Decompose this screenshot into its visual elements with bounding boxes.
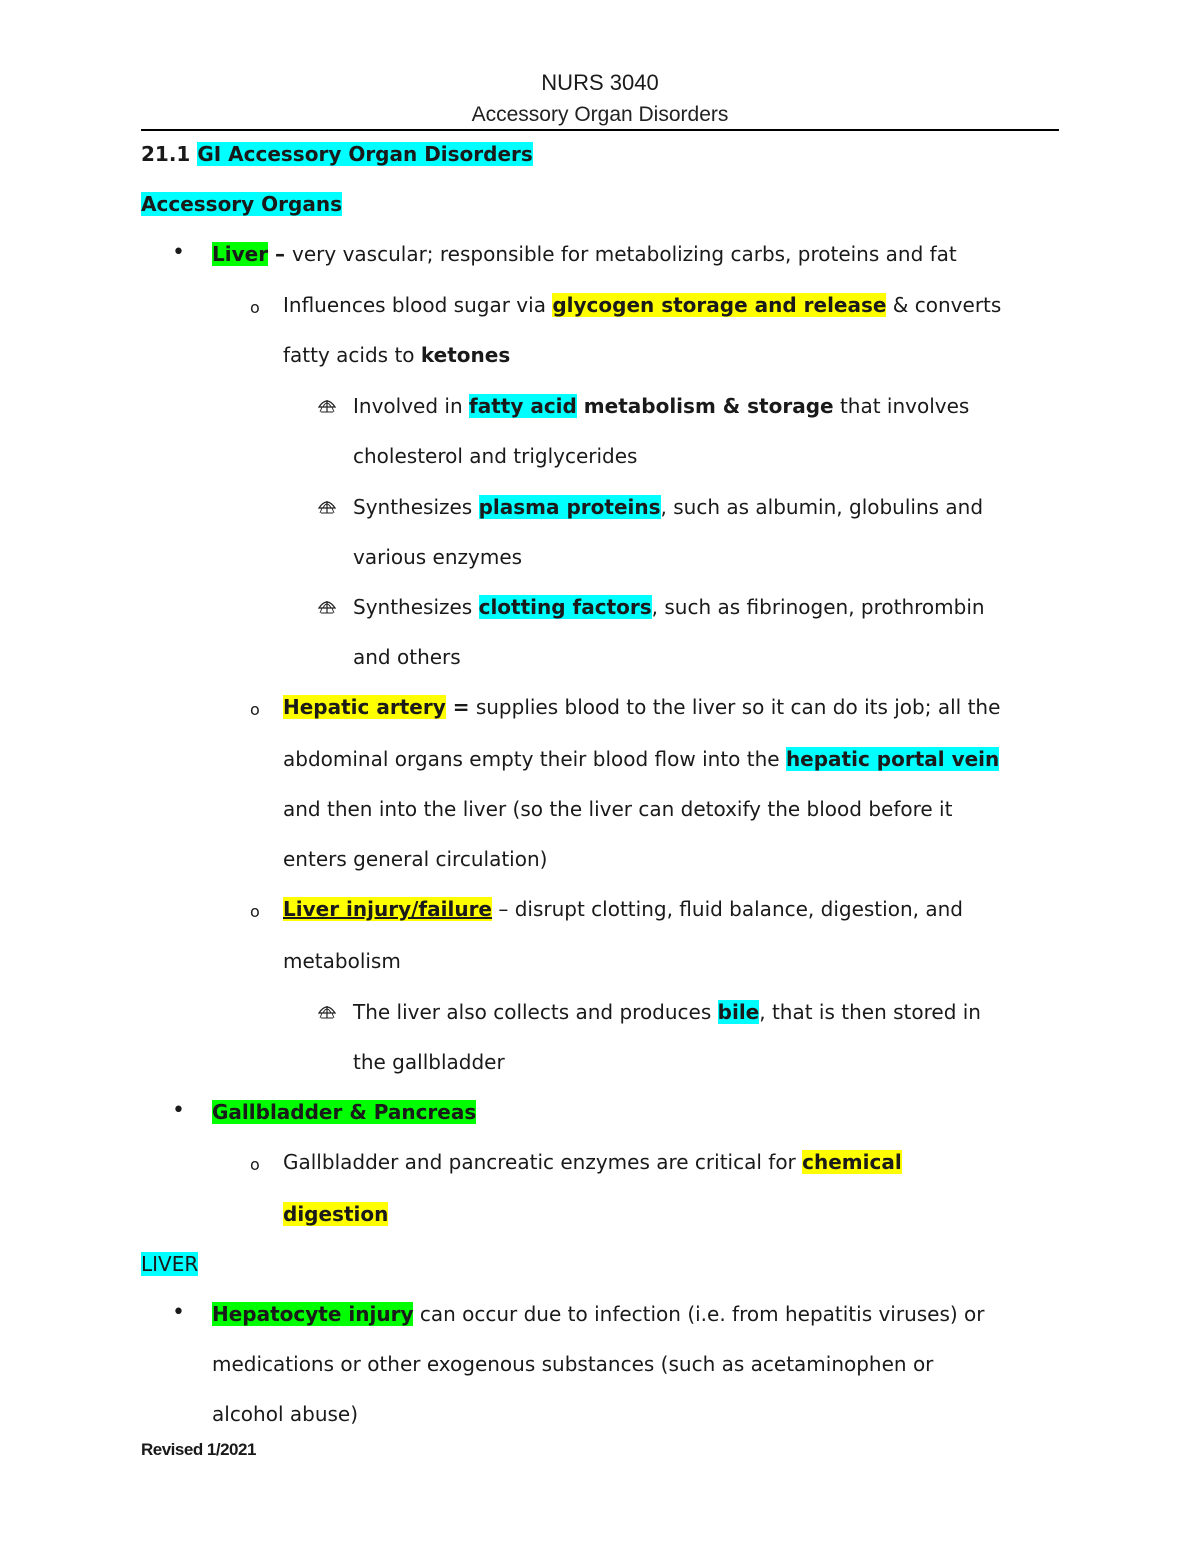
sub1b-post: , such as albumin, globulins and (660, 495, 984, 519)
accessory-organs-label: Accessory Organs (141, 192, 342, 216)
umbrella-bullet-icon (318, 398, 336, 414)
sub4-pre: Gallbladder and pancreatic enzymes are critical for (283, 1150, 803, 1174)
liver-term: Liver (212, 242, 269, 266)
sub4-line1 (283, 1149, 902, 1175)
sub2-post: supplies blood to the liver so it can do its job; all the (469, 695, 1001, 719)
hep-bullet-line2: medications or other exogenous substances (such as acetaminophen or (212, 1352, 934, 1376)
disc-bullet: • (172, 1098, 185, 1123)
gallbladder-pancreas-term: Gallbladder & Pancreas (212, 1100, 477, 1124)
liver-heading-label: LIVER (141, 1252, 199, 1276)
liver-injury-highlight: Liver injury/failure (283, 897, 492, 921)
umbrella-bullet-icon (318, 599, 336, 615)
equals-sign: = (445, 695, 470, 719)
sub2-line1 (283, 694, 1000, 720)
sub1-post: & converts (886, 293, 1002, 317)
liver-dash: – (268, 242, 293, 266)
document-subtitle: Accessory Organ Disorders (471, 103, 729, 126)
hep-post: can occur due to infection (i.e. from hepatitis viruses) or (413, 1302, 985, 1326)
hep-bullet-line3: alcohol abuse) (212, 1402, 359, 1426)
liver-desc: very vascular; responsible for metabolizing carbs, proteins and fat (292, 242, 957, 266)
sub1a-line2: cholesterol and triglycerides (353, 444, 638, 468)
course-title: NURS 3040 (541, 70, 659, 95)
sub3-line1 (283, 896, 963, 922)
sub1c-line1 (353, 594, 985, 620)
plasma-proteins-highlight: plasma proteins (478, 495, 661, 519)
sub2-line2-pre: abdominal organs empty their blood flow into the (283, 747, 786, 771)
sub1-line2 (283, 342, 510, 368)
hepatic-artery-highlight: Hepatic artery (283, 695, 446, 719)
accessory-organs-heading (141, 191, 342, 217)
section-heading (141, 141, 533, 167)
section-title: GI Accessory Organ Disorders (197, 142, 533, 166)
revision-footer: Revised 1/2021 (141, 1440, 256, 1459)
bile-highlight: bile (717, 1000, 760, 1024)
sub1a-post: that involves (833, 394, 970, 418)
glycogen-highlight: glycogen storage and release (552, 293, 887, 317)
chemical-highlight: chemical (802, 1150, 902, 1174)
fatty-acid-highlight: fatty acid (469, 394, 577, 418)
sub2-line2 (283, 746, 999, 772)
sub1a-pre: Involved in (353, 394, 469, 418)
sub3a-pre: The liver also collects and produces (353, 1000, 718, 1024)
sub1-pre: Influences blood sugar via (283, 293, 553, 317)
circle-bullet: o (250, 902, 260, 921)
umbrella-bullet-icon (318, 499, 336, 515)
clotting-factors-highlight: clotting factors (478, 595, 652, 619)
sub1b-line2: various enzymes (353, 545, 523, 569)
sub1b-pre: Synthesizes (353, 495, 479, 519)
sub3-post: – disrupt clotting, fluid balance, digestion, and (492, 897, 963, 921)
section-number: 21.1 (141, 142, 191, 166)
ketones-bold: ketones (420, 343, 511, 367)
sub1-line2-pre: fatty acids to (283, 343, 421, 367)
sub1a-line1 (353, 393, 969, 419)
sub3-line2: metabolism (283, 949, 401, 973)
sub1-line1 (283, 292, 1001, 318)
circle-bullet: o (250, 298, 260, 317)
disc-bullet: • (172, 1300, 185, 1325)
circle-bullet: o (250, 700, 260, 719)
sub2-line3: and then into the liver (so the liver can detoxify the blood before it (283, 797, 953, 821)
sub1c-pre: Synthesizes (353, 595, 479, 619)
sub1c-line2: and others (353, 645, 461, 669)
sub1b-line1 (353, 494, 983, 520)
sub3a-post: , that is then stored in (759, 1000, 981, 1024)
sub4-line2 (283, 1201, 388, 1227)
sub2-line4: enters general circulation) (283, 847, 548, 871)
liver-bullet-line (212, 241, 957, 267)
umbrella-bullet-icon (318, 1004, 336, 1020)
liver-heading (141, 1251, 198, 1277)
circle-bullet: o (250, 1155, 260, 1174)
gp-bullet-line (212, 1099, 476, 1125)
sub3a-line2: the gallbladder (353, 1050, 505, 1074)
digestion-highlight: digestion (283, 1202, 389, 1226)
hepatocyte-injury-term: Hepatocyte injury (212, 1302, 414, 1326)
hep-bullet-line1 (212, 1301, 985, 1327)
metabolism-storage-bold: metabolism & storage (576, 394, 834, 418)
disc-bullet: • (172, 240, 185, 265)
sub1c-post: , such as fibrinogen, prothrombin (651, 595, 985, 619)
header-rule (141, 129, 1059, 131)
hepatic-portal-vein-highlight: hepatic portal vein (785, 747, 1000, 771)
sub3a-line1 (353, 999, 981, 1025)
